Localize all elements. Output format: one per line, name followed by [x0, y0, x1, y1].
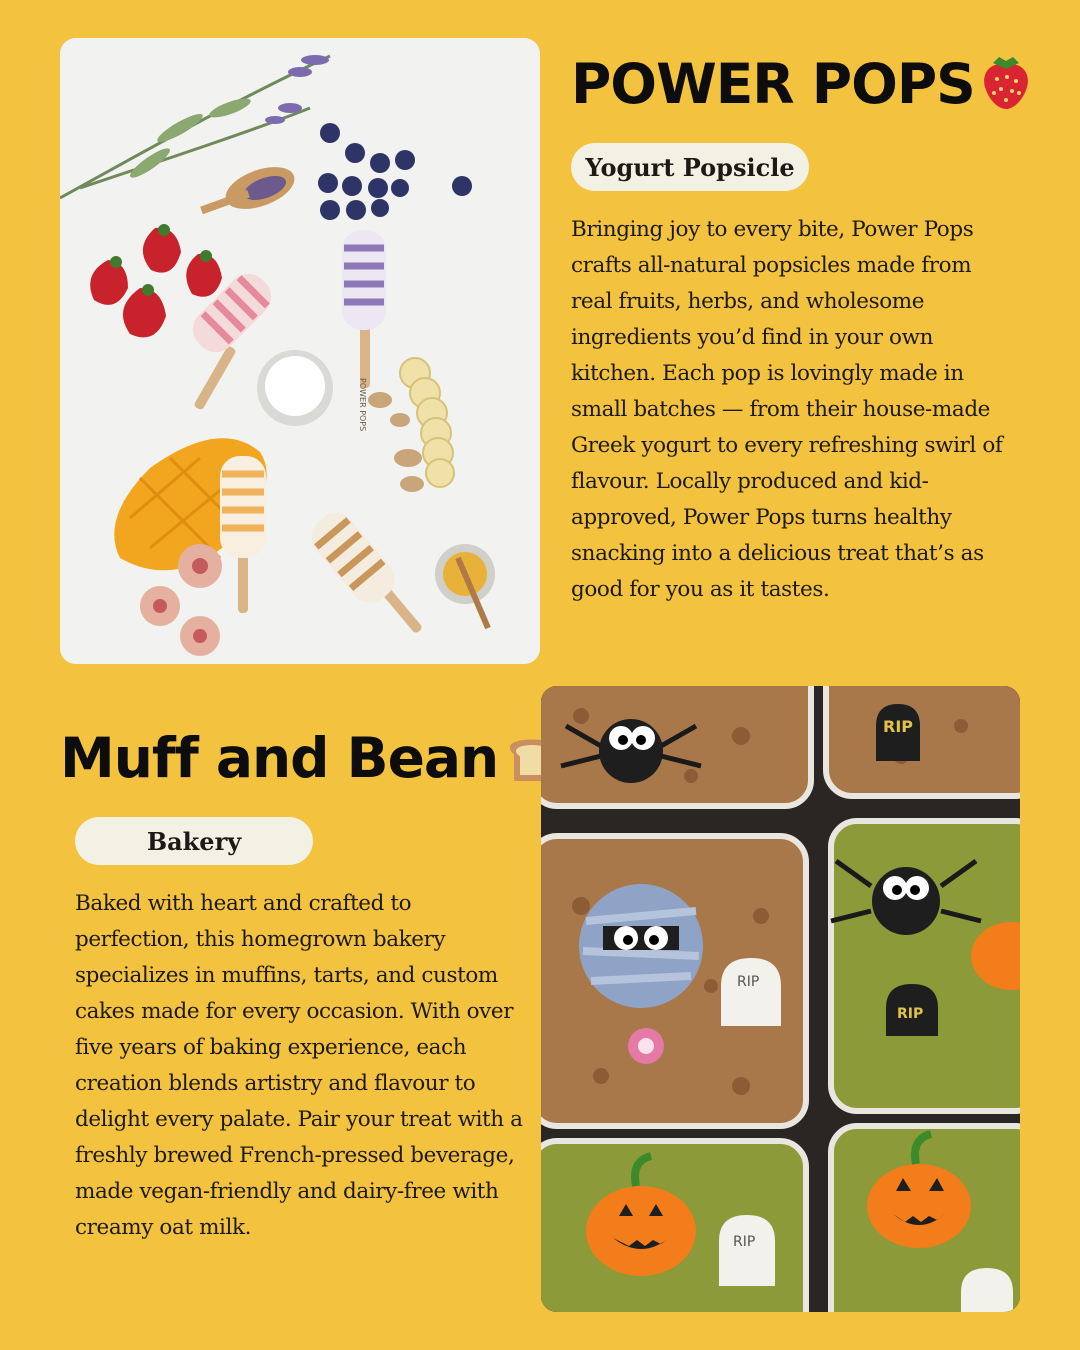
power-pops-photo: [60, 38, 540, 664]
category-tag: Bakery: [75, 817, 313, 865]
stick-brand-text: POWER POPS: [358, 378, 367, 432]
power-pops-title: POWER POPS: [571, 52, 1031, 116]
muff-and-bean-description: Baked with heart and crafted to perfection, this homegrown bakery specializes in muffins, tarts, and custom cakes made for every occasion. With over five years of baking experience, each creation blends artistry and flavour to delight every palate. Pair your treat with a freshly brewed French-pressed beverage, made vegan-friendly and dairy-free with creamy oat milk.: [75, 891, 523, 1240]
svg-text:RIP: RIP: [897, 1006, 924, 1022]
category-tag: Yogurt Popsicle: [571, 143, 809, 191]
power-pops-description: Bringing joy to every bite, Power Pops crafts all-natural popsicles made from real fruits, herbs, and wholesome ingredients you’d find in your own kitchen. Each pop is lovingly made in small batches — from their house-made Greek yogurt to every refreshing swirl of flavour. Locally produced and kid-approved, Power Pops turns healthy snacking into a delicious treat that’s as good for you as it tastes.: [571, 217, 1003, 602]
svg-text:RIP: RIP: [737, 974, 760, 990]
strawberry-icon: [981, 53, 1031, 109]
muff-and-bean-title: Muff and Bean: [60, 726, 560, 790]
svg-text:RIP: RIP: [883, 717, 913, 736]
tombstone-text: RIP: [733, 1234, 756, 1250]
muff-and-bean-photo: [541, 686, 1020, 1312]
